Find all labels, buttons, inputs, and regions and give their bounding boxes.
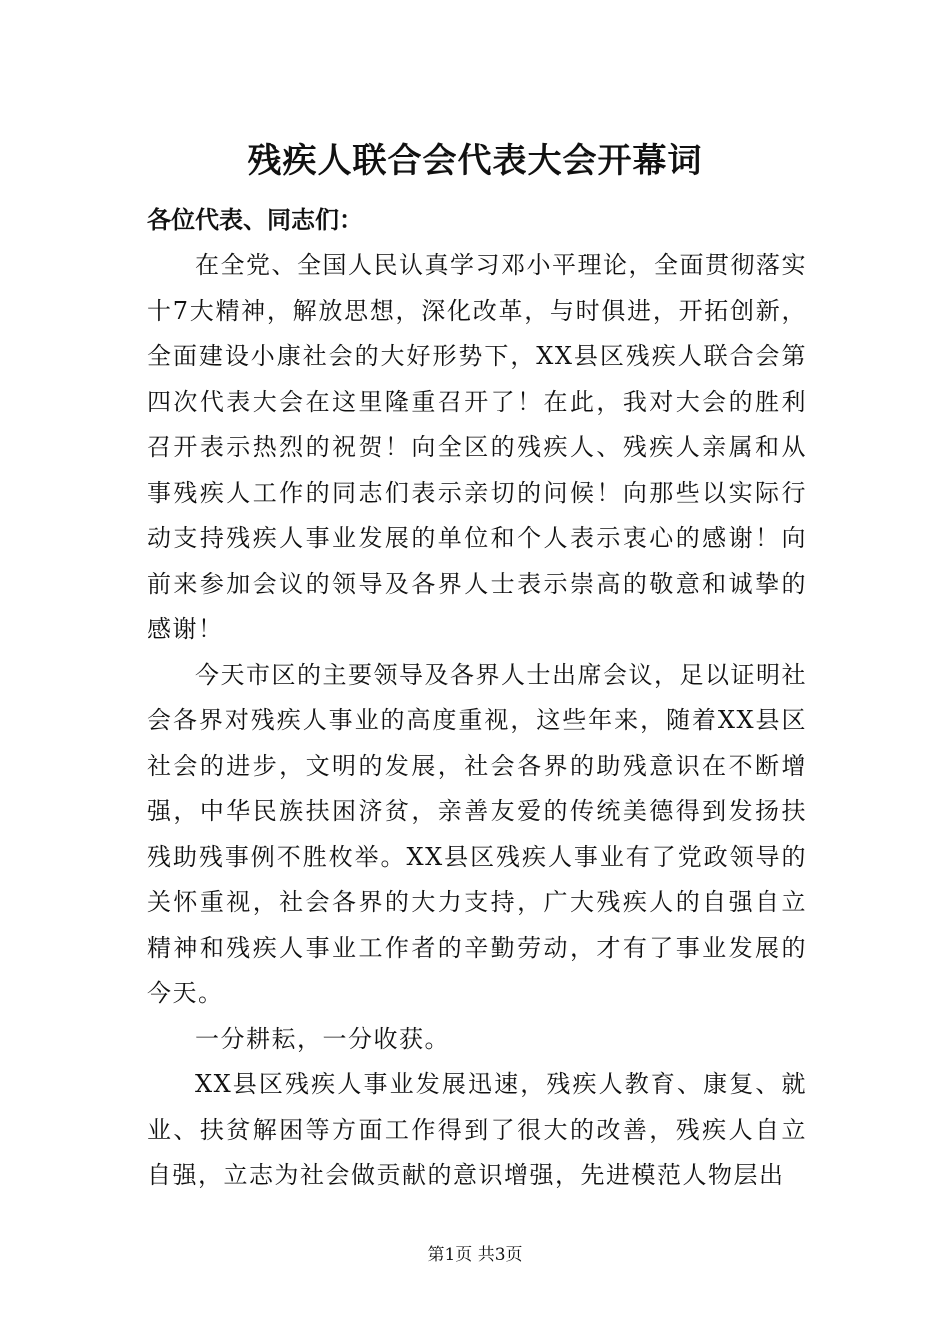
salutation: 各位代表、同志们：: [147, 205, 363, 234]
paragraph: XX县区残疾人事业发展迅速，残疾人教育、康复、就业、扶贫解困等方面工作得到了很大的改善，残疾人自立自强，立志为社会做贡献的意识增强，先进模范人物层出: [147, 1070, 807, 1189]
paragraph: 今天市区的主要领导及各界人士出席会议，足以证明社会各界对残疾人事业的高度重视，这些年来，随着XX县区社会的进步，文明的发展，社会各界的助残意识在不断增强，中华民族扶困济贫，亲善友爱的传统美德得到发扬扶残助残事例不胜枚举。XX县区残疾人事业有了党政领导的关怀重视，社会各界的大力支持，广大残疾人的自强自立精神和残疾人事业工作者的辛勤劳动，才有了事业发展的今天。: [147, 660, 807, 1007]
document-title: 残疾人联合会代表大会开幕词: [247, 141, 703, 181]
paragraph: 一分耕耘，一分收获。: [195, 1024, 450, 1053]
paragraph: 在全党、全国人民认真学习邓小平理论，全面贯彻落实十7大精神，解放思想，深化改革，与时俱进，开拓创新，全面建设小康社会的大好形势下，XX县区残疾人联合会第四次代表大会在这里隆重召开了！在此，我对大会的胜利召开表示热烈的祝贺！向全区的残疾人、残疾人亲属和从事残疾人工作的同志们表示亲切的问候！向那些以实际行动支持残疾人事业发展的单位和个人表示衷心的感谢！向前来参加会议的领导及各界人士表示崇高的敬意和诚挚的感谢！: [147, 251, 807, 643]
document-body: [147, 197, 807, 1199]
page-footer: 第1页 共3页: [427, 1245, 523, 1265]
